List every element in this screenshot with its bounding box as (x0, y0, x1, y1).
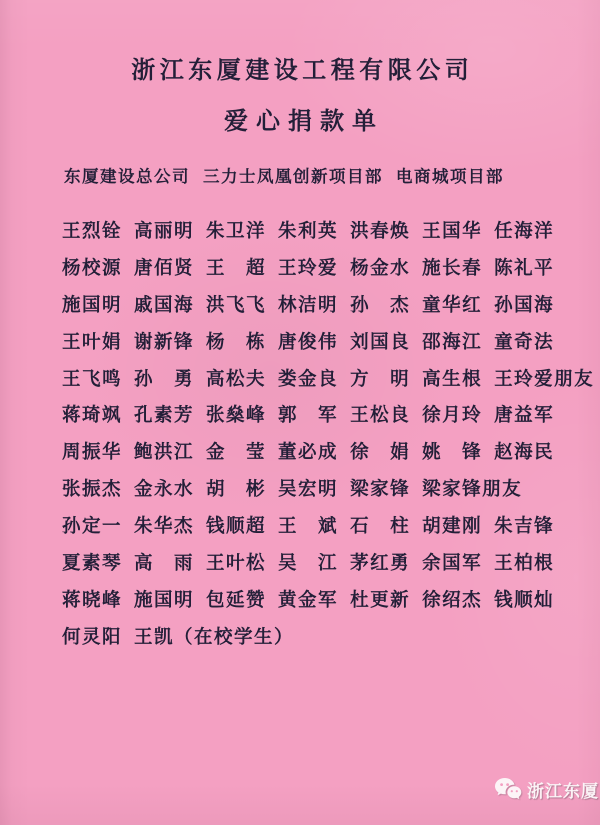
donor-name: 梁家锋朋友 (422, 479, 523, 501)
donor-name: 王 超 (206, 257, 267, 279)
donor-name: 余国军 (422, 553, 483, 575)
donor-name: 娄金良 (278, 368, 339, 390)
donor-row (62, 509, 577, 546)
wechat-icon (494, 777, 522, 802)
donor-list (62, 214, 595, 657)
donor-name: 陈礼平 (494, 257, 555, 279)
donor-name: 董必成 (278, 442, 339, 464)
donor-name: 包延赞 (206, 589, 267, 611)
donor-name: 赵海民 (494, 442, 555, 464)
donor-name: 朱华杰 (134, 516, 195, 538)
donor-name: 王叶娟 (62, 331, 123, 353)
donor-row (62, 546, 577, 583)
donor-name: 朱利英 (278, 221, 339, 242)
donor-row (62, 583, 577, 620)
donor-row (62, 214, 577, 251)
donor-name: 徐 娟 (350, 442, 411, 464)
donor-name: 胡建刚 (422, 516, 483, 538)
donor-name: 王飞鸣 (62, 368, 123, 390)
donor-row (62, 251, 577, 288)
donor-name: 夏素琴 (62, 553, 123, 575)
department-name: 电商城项目部 (396, 167, 504, 186)
donor-name: 孙定一 (62, 516, 123, 538)
donor-row (62, 472, 577, 509)
donor-row (62, 620, 577, 657)
donor-name: 黄金军 (278, 589, 339, 611)
donor-name: 杜更新 (350, 589, 411, 611)
donor-name: 王松良 (350, 405, 411, 427)
donor-name: 周振华 (62, 442, 123, 464)
company-title: 浙江东厦建设工程有限公司 (131, 56, 474, 84)
donor-name: 吴宏明 (278, 479, 339, 501)
watermark-label: 浙江东厦 (527, 782, 599, 802)
donor-name: 钱顺灿 (494, 589, 555, 611)
donor-name: 石 柱 (350, 516, 411, 538)
donor-name: 王 斌 (278, 516, 339, 538)
donor-name: 王玲爱朋友 (494, 368, 595, 390)
donor-name: 王烈铨 (62, 221, 123, 242)
donor-name: 戚国海 (134, 294, 195, 316)
donor-name: 徐月玲 (422, 405, 483, 427)
donor-name: 吴 江 (278, 553, 339, 575)
donor-name: 唐佰贤 (134, 257, 195, 279)
document-title: 爱心捐款单 (224, 107, 384, 135)
donor-name: 高丽明 (134, 221, 195, 242)
donor-name: 林洁明 (278, 294, 339, 316)
donor-name: 洪春焕 (350, 221, 411, 242)
donor-name: 谢新锋 (134, 331, 195, 353)
donor-name: 童华红 (422, 294, 483, 316)
donor-name: 施国明 (62, 294, 123, 316)
donor-name: 唐俊伟 (278, 331, 339, 353)
department-name: 三力士凤凰创新项目部 (203, 167, 383, 186)
donor-name: 孙国海 (494, 294, 555, 316)
donor-name: 王国华 (422, 221, 483, 242)
donor-name: 蒋琦飒 (62, 405, 123, 427)
donor-name: 施长春 (422, 257, 483, 279)
donor-name: 方 明 (350, 368, 411, 390)
donor-name: 杨 栋 (206, 331, 267, 353)
donor-row (62, 362, 595, 399)
donor-name: 刘国良 (350, 331, 411, 353)
donor-name: 孙 勇 (134, 368, 195, 390)
donor-name: 张燊峰 (206, 405, 267, 427)
donor-name: 金 莹 (206, 442, 267, 464)
donor-name: 童奇法 (494, 331, 555, 353)
donor-name: 任海洋 (494, 221, 555, 242)
donor-name: 王柏根 (494, 553, 555, 575)
donor-name: 高生根 (422, 368, 483, 390)
donor-name: 徐绍杰 (422, 589, 483, 611)
donor-row (62, 325, 577, 362)
donor-name: 姚 锋 (422, 442, 483, 464)
departments-line (64, 163, 580, 187)
donor-name: 胡 彬 (206, 479, 267, 501)
donor-name: 孔素芳 (134, 405, 195, 427)
donor-name: 施国明 (134, 589, 195, 611)
donor-name: 钱顺超 (206, 516, 267, 538)
donor-row (62, 435, 577, 472)
donor-row (62, 398, 577, 435)
donor-name: 郭 军 (278, 405, 339, 427)
donor-name: 高松夫 (206, 368, 267, 390)
donor-name: 邵海江 (422, 331, 483, 353)
donor-name: 高 雨 (134, 553, 195, 575)
donor-name: 朱卫洋 (206, 221, 267, 242)
department-name: 东厦建设总公司 (64, 167, 190, 186)
watermark-badge (494, 777, 599, 802)
donor-name: 杨校源 (62, 257, 123, 279)
donor-name: 王凯（在校学生） (134, 626, 295, 648)
donor-name: 茅红勇 (350, 553, 411, 575)
donor-name: 杨金水 (350, 257, 411, 279)
donor-name: 王玲爱 (278, 257, 339, 279)
donor-row (62, 288, 577, 325)
donor-name: 梁家锋 (350, 479, 411, 501)
donor-name: 金永水 (134, 479, 195, 501)
donor-name: 唐益军 (494, 405, 555, 427)
donor-name: 张振杰 (62, 479, 123, 501)
donor-name: 鲍洪江 (134, 442, 195, 464)
donor-name: 朱吉锋 (494, 516, 555, 538)
donor-name: 蒋晓峰 (62, 589, 123, 611)
donor-name: 孙 杰 (350, 294, 411, 316)
donor-name: 洪飞飞 (206, 294, 267, 316)
donor-name: 何灵阳 (62, 626, 123, 648)
donor-name: 王叶松 (206, 553, 267, 575)
